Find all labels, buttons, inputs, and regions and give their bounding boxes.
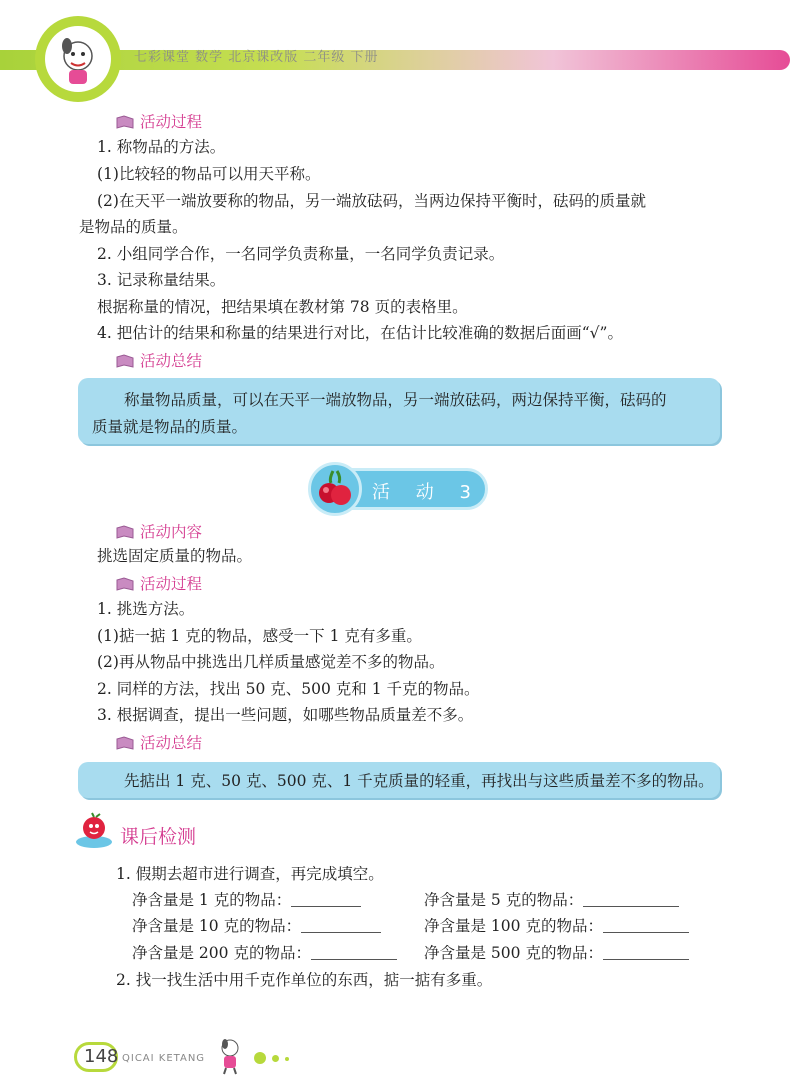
dot-icon bbox=[254, 1052, 266, 1064]
fill-blank[interactable] bbox=[603, 916, 689, 933]
section-heading-label: 活动内容 bbox=[140, 523, 203, 541]
fill-item bbox=[424, 889, 679, 911]
fill-item bbox=[132, 889, 361, 911]
homework-title: 课后检测 bbox=[120, 826, 197, 848]
mascot-icon bbox=[74, 812, 116, 852]
dot-icon bbox=[272, 1055, 279, 1062]
text-line: 1. 称物品的方法。 bbox=[97, 138, 226, 156]
section-heading-label: 活动总结 bbox=[140, 352, 203, 370]
book-icon bbox=[116, 354, 134, 368]
header-title: 七彩课堂 数学 北京课改版 二年级 下册 bbox=[134, 50, 379, 65]
section-heading-label: 活动过程 bbox=[140, 113, 203, 131]
fill-label: 净含量是 100 克的物品： bbox=[424, 917, 603, 935]
page-number: 148 bbox=[84, 1046, 119, 1067]
fill-label: 净含量是 5 克的物品： bbox=[424, 891, 584, 909]
section-heading-process bbox=[116, 110, 202, 132]
mascot-icon bbox=[216, 1036, 244, 1076]
activity-label: 活 动 3 bbox=[372, 482, 481, 503]
text-line: 3. 记录称量结果。 bbox=[97, 271, 226, 289]
section-heading-summary bbox=[116, 731, 202, 753]
summary-line: 称量物品质量，可以在天平一端放物品，另一端放砝码，两边保持平衡，砝码的 bbox=[124, 391, 667, 409]
fill-blank[interactable] bbox=[301, 916, 381, 933]
fill-item bbox=[424, 915, 689, 937]
fill-item bbox=[424, 942, 689, 964]
fill-item bbox=[132, 915, 381, 937]
text-line: 1. 挑选方法。 bbox=[97, 600, 195, 618]
summary-line: 先掂出 1 克、50 克、500 克、1 千克质量的轻重，再找出与这些质量差不多的物品。 bbox=[124, 772, 714, 790]
text-line: 是物品的质量。 bbox=[79, 218, 188, 236]
book-icon bbox=[116, 577, 134, 591]
text-line: 挑选固定质量的物品。 bbox=[97, 547, 253, 565]
text-line: 2. 同样的方法，找出 50 克、500 克和 1 千克的物品。 bbox=[97, 680, 480, 698]
section-heading-label: 活动总结 bbox=[140, 734, 203, 752]
radish-icon bbox=[308, 462, 362, 516]
fill-item bbox=[132, 942, 397, 964]
dot-icon bbox=[285, 1057, 289, 1061]
question-2: 2. 找一找生活中用千克作单位的东西，掂一掂有多重。 bbox=[116, 971, 493, 989]
question-1: 1. 假期去超市进行调查，再完成填空。 bbox=[116, 865, 384, 883]
section-heading-summary bbox=[116, 349, 202, 371]
book-icon bbox=[116, 736, 134, 750]
footer-brand: QICAI KETANG bbox=[122, 1053, 206, 1064]
section-heading-label: 活动过程 bbox=[140, 575, 203, 593]
section-heading-content bbox=[116, 520, 202, 542]
text-line: (1)比较轻的物品可以用天平称。 bbox=[97, 165, 321, 183]
text-line: 2. 小组同学合作，一名同学负责称量，一名同学负责记录。 bbox=[97, 245, 505, 263]
book-icon bbox=[116, 115, 134, 129]
mascot-icon bbox=[45, 26, 111, 92]
text-line: 4. 把估计的结果和称量的结果进行对比，在估计比较准确的数据后面画“√”。 bbox=[97, 324, 623, 342]
book-icon bbox=[116, 525, 134, 539]
text-line: (2)在天平一端放要称的物品，另一端放砝码，当两边保持平衡时，砝码的质量就 bbox=[97, 192, 646, 210]
fill-blank[interactable] bbox=[291, 890, 361, 907]
fill-label: 净含量是 1 克的物品： bbox=[132, 891, 292, 909]
text-line: (2)再从物品中挑选出几样质量感觉差不多的物品。 bbox=[97, 653, 445, 671]
fill-blank[interactable] bbox=[583, 890, 679, 907]
fill-label: 净含量是 10 克的物品： bbox=[132, 917, 302, 935]
text-line: 3. 根据调查，提出一些问题，如哪些物品质量差不多。 bbox=[97, 706, 474, 724]
summary-line: 质量就是物品的质量。 bbox=[92, 418, 248, 436]
fill-label: 净含量是 500 克的物品： bbox=[424, 944, 603, 962]
fill-blank[interactable] bbox=[311, 943, 397, 960]
text-line: (1)掂一掂 1 克的物品，感受一下 1 克有多重。 bbox=[97, 627, 422, 645]
fill-label: 净含量是 200 克的物品： bbox=[132, 944, 311, 962]
section-heading-process bbox=[116, 572, 202, 594]
text-line: 根据称量的情况，把结果填在教材第 78 页的表格里。 bbox=[97, 298, 468, 316]
fill-blank[interactable] bbox=[603, 943, 689, 960]
